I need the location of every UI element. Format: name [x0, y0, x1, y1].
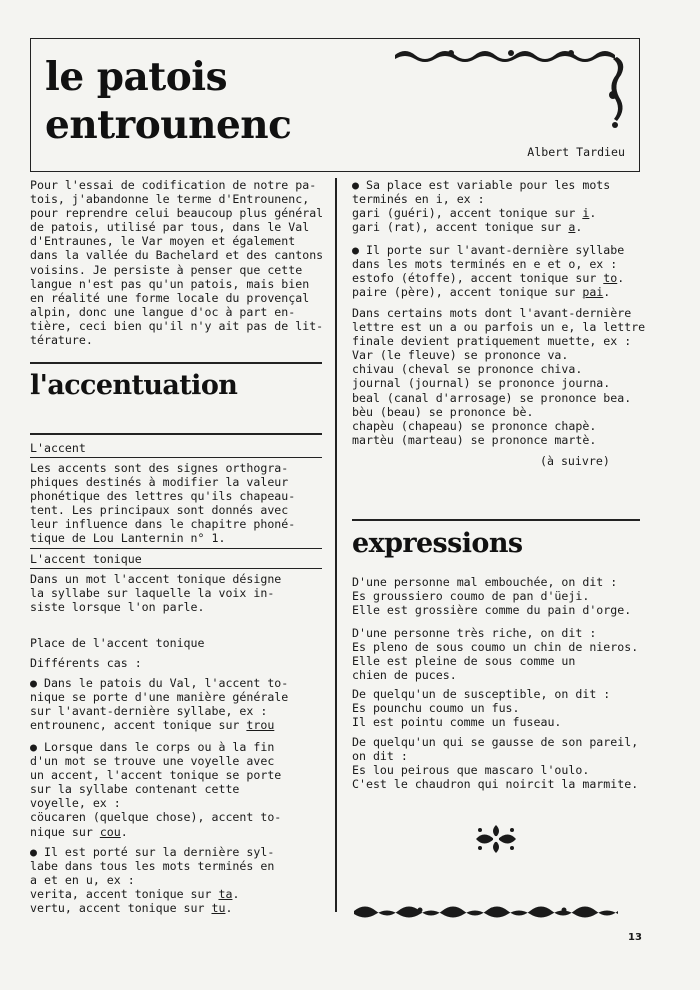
body-line: terminés en i, ex : [352, 192, 485, 207]
body-line: ● Sa place est variable pour les mots [352, 178, 611, 192]
expression-intro: D'une personne mal embouchée, on dit : [352, 575, 618, 589]
example-line: verita, accent tonique sur ta. [30, 887, 240, 902]
subsection-divider [30, 568, 322, 569]
body-line: phonétique des lettres qu'ils chapeau- [30, 489, 296, 504]
body-line: sur la syllabe contenant cette [30, 782, 240, 797]
stressed-syllable: pai [582, 285, 604, 300]
case-2 [30, 740, 326, 839]
body-line: tique de Lou Lanternin n° 1. [30, 531, 226, 546]
scroll-border-icon [352, 902, 630, 920]
expression-translation: Elle est grossière comme du pain d'orge. [352, 603, 632, 618]
body-line: labe dans tous les mots terminés en [30, 859, 275, 874]
example-line: entrounenc, accent tonique sur trou [30, 718, 275, 733]
intro-line: dans la vallée du Bachelard et des cantons [30, 248, 324, 263]
intro-paragraph [30, 178, 326, 347]
expression-intro: De quelqu'un qui se gausse de son pareil, [352, 735, 639, 749]
body-line: phiques destinés à modifier la valeur [30, 475, 289, 490]
body-line: chivau (cheval se prononce chiva. [352, 362, 583, 377]
intro-line: langue n'est pas qu'un patois, mais bien [30, 276, 310, 291]
expression-patois: Es lou peirous que mascaro l'oulo. [352, 763, 590, 778]
expression-intro: De quelqu'un de susceptible, on dit : [352, 687, 611, 701]
example-line: gari (rat), accent tonique sur a. [352, 220, 583, 235]
subsection-title: L'accent [30, 441, 86, 455]
intro-line: alpin, donc une langue d'oc à part en- [30, 304, 296, 319]
expression-patois: Es pounchu coumo un fus. [352, 701, 520, 716]
paragraph-title: Place de l'accent tonique [30, 636, 205, 650]
expression-item [352, 735, 652, 791]
body-line: bèu (beau) se prononce bè. [352, 404, 534, 419]
body-line: voyelle, ex : [30, 796, 121, 811]
example-line: paire (père), accent tonique sur pai. [352, 285, 611, 300]
body-line: un accent, l'accent tonique se porte [30, 768, 282, 783]
section-divider [30, 362, 322, 364]
article-title-line1: le patois [45, 54, 228, 100]
body-line: leur influence dans le chapitre phoné- [30, 517, 296, 532]
fleuron-icon [472, 822, 520, 856]
intro-line: tière, ceci bien qu'il n'y ait pas de lit- [30, 318, 324, 333]
stressed-syllable: a [568, 220, 576, 235]
section-divider [30, 433, 322, 435]
intro-line: voisins. Je persiste à penser que cette [30, 262, 303, 277]
body-line: journal (journal) se prononce journa. [352, 376, 611, 391]
author-name: Albert Tardieu [527, 144, 625, 159]
subsection-divider [30, 457, 322, 458]
accent-definition [30, 461, 326, 546]
intro-line: térature. [30, 333, 93, 348]
body-line: Dans certains mots dont l'avant-dernière [352, 306, 632, 320]
tonic-section [30, 552, 326, 566]
body-line: ● Dans le patois du Val, l'accent to- [30, 676, 289, 690]
page-number: 13 [628, 932, 642, 943]
expression-intro: D'une personne très riche, on dit : [352, 626, 597, 640]
intro-line: tois, j'abandonne le terme d'Entrounenc, [30, 192, 310, 207]
expressions-heading: expressions [352, 528, 523, 559]
tonic-definition [30, 572, 326, 614]
accentuation-heading: l'accentuation [30, 370, 238, 401]
intro-line: Pour l'essai de codification de notre pa- [30, 178, 317, 192]
example-line: estofo (étoffe), accent tonique sur to. [352, 271, 625, 286]
expression-translation: C'est le chaudron qui noircit la marmite. [352, 777, 639, 792]
paragraph-title: Différents cas : [30, 656, 142, 671]
stressed-syllable: to [603, 271, 618, 286]
body-line: ● Lorsque dans le corps ou à la fin [30, 740, 275, 754]
body-line: dans les mots terminés en e et o, ex : [352, 257, 618, 272]
body-line: martèu (marteau) se prononce martè. [352, 432, 597, 447]
intro-line: d'Entraunes, le Var moyen et également [30, 234, 296, 249]
body-line: nique se porte d'une manière générale [30, 690, 289, 705]
expression-translation: Il est pointu comme un fuseau. [352, 715, 562, 730]
expression-item [352, 687, 652, 729]
tonic-place [30, 636, 326, 670]
body-line: d'un mot se trouve une voyelle avec [30, 754, 275, 769]
case-3 [30, 845, 326, 915]
case-1 [30, 676, 326, 732]
title-box [30, 38, 640, 172]
intro-line: pour reprendre celui beaucoup plus général [30, 206, 324, 221]
subsection-title: L'accent tonique [30, 552, 142, 566]
body-line: Les accents sont des signes orthogra- [30, 461, 289, 475]
scroll-ornament-icon [391, 45, 631, 137]
body-line: la syllabe sur laquelle la voix in- [30, 586, 275, 601]
stressed-syllable: cou [99, 824, 121, 839]
body-line: cöucaren (quelque chose), accent to- [30, 810, 282, 825]
column-divider [335, 178, 337, 912]
example-line: gari (guéri), accent tonique sur i. [352, 206, 597, 221]
article-title-line2: entrounenc [45, 102, 292, 148]
body-line: sur l'avant-dernière syllabe, ex : [30, 704, 268, 719]
body-line: lettre est un a ou parfois un e, la lettre [352, 320, 646, 335]
expression-patois: Es groussiero coumo de pan d'üeji. [352, 589, 590, 604]
expression-item [352, 626, 652, 682]
expression-intro: on dit : [352, 749, 408, 764]
subsection-divider [30, 548, 322, 549]
section-divider [352, 519, 640, 521]
body-line: Dans un mot l'accent tonique désigne [30, 572, 282, 586]
body-line: beal (canal d'arrosage) se prononce bea. [352, 390, 632, 405]
body-line: ● Il porte sur l'avant-dernière syllabe [352, 243, 625, 257]
body-line: ● Il est porté sur la dernière syl- [30, 845, 275, 859]
body-line: siste lorsque l'on parle. [30, 600, 205, 615]
body-line: Var (le fleuve) se prononce va. [352, 348, 569, 363]
case-5 [352, 243, 652, 299]
case-4 [352, 178, 652, 234]
stressed-syllable: ta [218, 887, 233, 902]
expression-item [352, 575, 652, 617]
body-line: a et en u, ex : [30, 873, 135, 888]
example-line: vertu, accent tonique sur tu. [30, 901, 233, 916]
case-6 [352, 306, 652, 447]
body-line: finale devient pratiquement muette, ex : [352, 334, 632, 349]
intro-line: en réalité une forme locale du provençal [30, 290, 310, 305]
stressed-syllable: tu [211, 901, 226, 916]
body-line: tent. Les principaux sont donnés avec [30, 503, 289, 518]
expression-translation: chien de puces. [352, 668, 457, 683]
example-line: nique sur cou. [30, 824, 128, 839]
accent-section [30, 441, 326, 455]
to-follow-note: (à suivre) [540, 454, 610, 468]
expression-patois: Es pleno de sous coumo un chin de nieros. [352, 640, 639, 655]
stressed-syllable: i [582, 206, 590, 221]
body-line: chapèu (chapeau) se prononce chapè. [352, 418, 597, 433]
stressed-syllable: trou [246, 718, 275, 733]
expression-translation: Elle est pleine de sous comme un [352, 654, 576, 669]
intro-line: de patois, utilisé par tous, dans le Val [30, 220, 310, 235]
